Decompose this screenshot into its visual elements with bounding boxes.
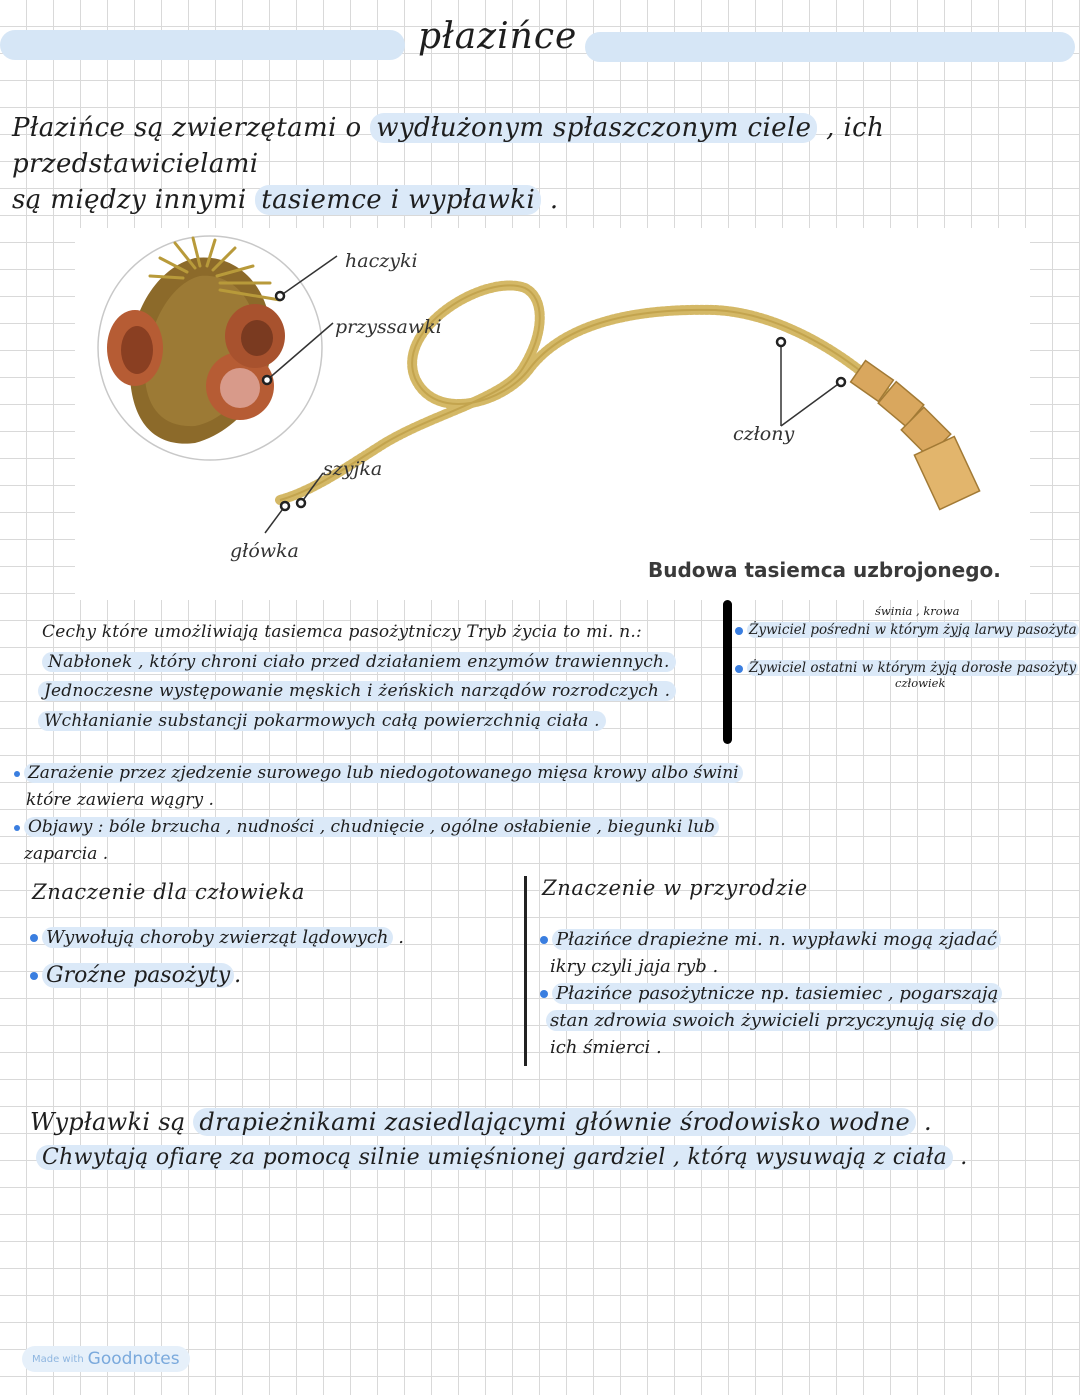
bullet-icon [735,627,743,635]
intro-part: . [541,185,559,215]
host-note-bottom: człowiek [895,676,946,690]
hosts-notes [735,604,1080,690]
wyplawki-text: Wypławki są drapieżnikami zasiedlającymi głównie środowisko wodne . Chwytają ofiarę za pomocą silnie umięśnionej gardziel , którą wysuwają z ciała . [30,1108,968,1170]
trait-item: Wchłanianie substancji pokarmowych całą powierzchnią ciała . [38,707,718,737]
host-intermediate: Żywiciel pośredni w którym żyją larwy pasożyta [735,622,1080,638]
label-czlony: człony [733,423,795,445]
bullet-icon [14,771,20,777]
infection-line: które zawiera wągry . [26,790,214,810]
label-glowka: główka [230,540,299,562]
bullet-icon [540,990,548,998]
tapeworm-figure [75,228,1030,600]
vertical-separator [723,600,732,744]
title-band-right [585,32,1075,62]
nature-item: Płazińce drapieżne mi. n. wypławki mogą zjadać ikry czyli jaja ryb . Płazińce pasożytnicze np. tasiemiec , pogarszają stan zdrowia swoich żywicieli przyczynują się do ich śmierci . [540,926,1075,1061]
bullet-icon [30,972,38,980]
symptoms-line: Objawy : bóle brzucha , nudności , chudnięcie , ogólne osłabienie , biegunki lub [14,814,814,841]
figure-caption: Budowa tasiemca uzbrojonego. [648,558,1001,582]
proglottids [851,361,980,510]
intro-highlight: tasiemce i wypławki [255,185,541,215]
tapeworm-illustration [75,228,1030,600]
label-przyssawki: przyssawki [335,316,442,338]
goodnotes-badge [22,1346,190,1372]
bullet-icon [30,934,38,942]
badge-brand-text: Goodnotes [87,1349,180,1369]
intro-highlight: wydłużonym spłaszczonym ciele [370,113,817,143]
traits-list [38,618,718,736]
bullet-icon [735,665,743,673]
infection-section [14,760,814,868]
human-heading: Znaczenie dla człowieka [32,880,306,904]
label-haczyki: haczyki [345,250,418,272]
trait-item: Nabłonek , który chroni ciało przed działaniem enzymów trawiennych. [38,648,718,678]
host-final: Żywiciel ostatni w którym żyją dorosłe pasożyty [735,660,1080,676]
intro-part: są między innymi [12,185,256,215]
page-title: płazińce [418,16,578,57]
human-item: Wywołują choroby zwierząt lądowych . [30,924,404,951]
intro-part: Płazińce są zwierzętami o [12,113,371,143]
title-band-left [0,30,405,60]
nature-heading: Znaczenie w przyrodzie [542,876,808,900]
intro-part: , ich przedstawicielami [12,113,885,179]
infection-line: Zarażenie przez zjedzenie surowego lub niedogotowanego mięsa krowy albo świni [14,760,814,787]
badge-small-text: Made with [32,1353,84,1365]
bullet-icon [540,936,548,944]
pointer-lines [265,256,841,533]
intro-text [12,110,1072,218]
bullet-icon [14,825,20,831]
symptoms-line: zaparcia . [24,844,109,864]
human-item: Groźne pasożyty . [30,962,241,989]
label-szyjka: szyjka [323,458,383,480]
traits-intro: Cechy które umożliwiają tasiemca pasożytniczy Tryb życia to mi. n.: [42,622,642,642]
host-note-top: świnia , krowa [875,604,960,618]
trait-item: Jednoczesne występowanie męskich i żeńskich narządów rozrodczych . [38,677,718,707]
section-divider [524,876,527,1066]
